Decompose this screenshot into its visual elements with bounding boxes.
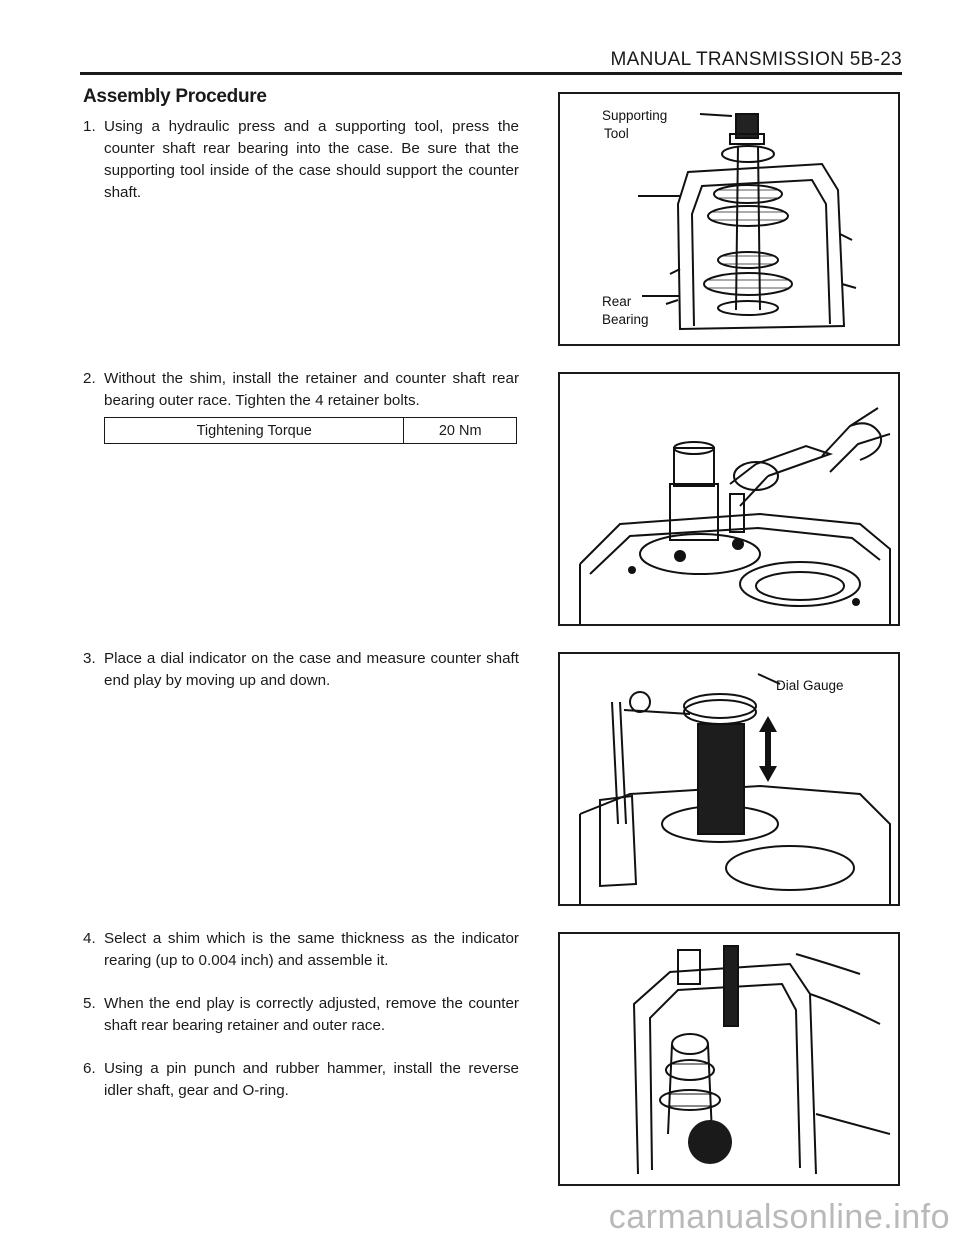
figure-label: Rear [602, 294, 632, 309]
step-text: Without the shim, install the retainer and counter shaft rear bearing outer race. Tighten the 4 retainer bolts. [104, 370, 519, 409]
figure-label: Supporting [602, 108, 668, 123]
torque-table [104, 417, 517, 444]
torque-label: Tightening Torque [105, 418, 404, 444]
header-rule [80, 72, 902, 75]
dial-gauge-illustration [560, 654, 898, 904]
step-number: 5. [83, 995, 96, 1012]
step-number: 1. [83, 118, 96, 135]
step-number: 3. [83, 650, 96, 667]
step-4 [83, 928, 519, 972]
step-number: 2. [83, 370, 96, 387]
step-1 [83, 116, 519, 204]
step-text: Using a hydraulic press and a supporting tool, press the counter shaft rear bearing into the case. Be sure that the supporting tool inside of the case should support the counter shaft. [104, 118, 519, 201]
step-2 [83, 368, 519, 412]
figure-supporting-tool [558, 92, 900, 346]
step-text: Place a dial indicator on the case and measure counter shaft end play by moving up and down. [104, 650, 519, 689]
step-text: Using a pin punch and rubber hammer, install the reverse idler shaft, gear and O-ring. [104, 1060, 519, 1099]
step-5 [83, 993, 519, 1037]
step-number: 4. [83, 930, 96, 947]
retainer-illustration [560, 374, 898, 624]
watermark: carmanualsonline.info [608, 1198, 950, 1236]
step-6 [83, 1058, 519, 1102]
step-number: 6. [83, 1060, 96, 1077]
figure-label: Tool [604, 126, 629, 141]
figure-label: Dial Gauge [776, 678, 844, 693]
reverse-idler-illustration [560, 934, 898, 1184]
page-header-title: MANUAL TRANSMISSION 5B-23 [610, 49, 902, 70]
figure-label: Bearing [602, 312, 649, 327]
step-text: Select a shim which is the same thickness as the indicator rearing (up to 0.004 inch) and assemble it. [104, 930, 519, 969]
step-3 [83, 648, 519, 692]
figure-retainer-bolts [558, 372, 900, 626]
torque-value: 20 Nm [404, 418, 517, 444]
figure-reverse-idler [558, 932, 900, 1186]
step-text: When the end play is correctly adjusted, remove the counter shaft rear bearing retainer and outer race. [104, 995, 519, 1034]
section-title: Assembly Procedure [83, 86, 267, 107]
figure-dial-gauge [558, 652, 900, 906]
